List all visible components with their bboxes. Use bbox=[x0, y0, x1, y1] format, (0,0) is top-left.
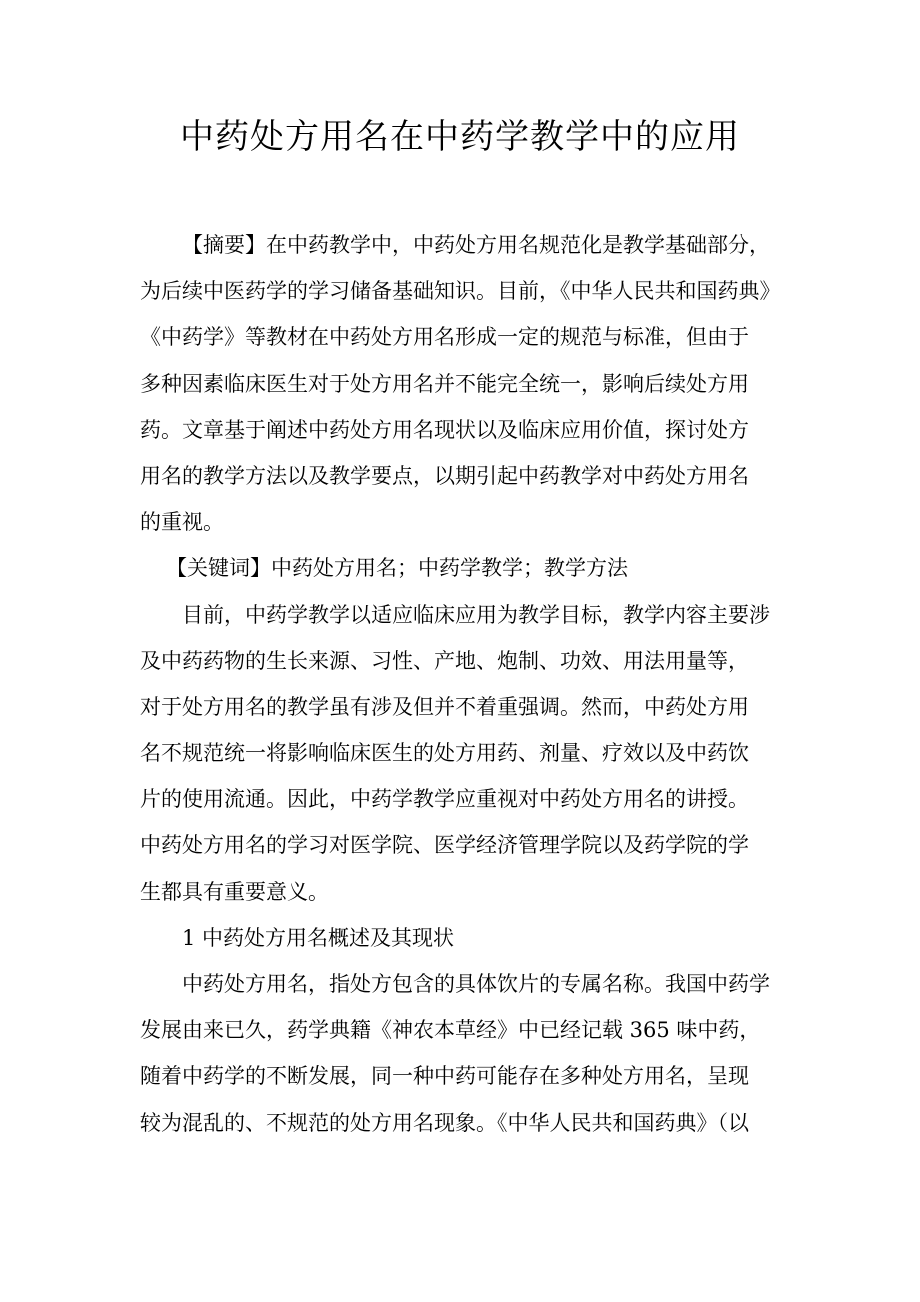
paragraph-line: 中药处方用名的学习对医学院、医学经济管理学院以及药学院的学 bbox=[140, 833, 749, 858]
abstract-line-4: 多种因素临床医生对于处方用名并不能完全统一，影响后续处方用 bbox=[140, 371, 749, 396]
paragraph-line: 目前，中药学教学以适应临床应用为教学目标，教学内容主要涉 bbox=[182, 602, 770, 627]
paragraph-line: 较为混乱的、不规范的处方用名现象。《中华人民共和国药典》（以 bbox=[140, 1110, 749, 1135]
paragraph-line: 发展由来已久，药学典籍《神农本草经》中已经记载 365 味中药， bbox=[140, 1018, 761, 1043]
abstract-line-7: 的重视。 bbox=[140, 510, 224, 535]
abstract-line-2: 为后续中医药学的学习储备基础知识。目前，《中华人民共和国药典》 bbox=[140, 279, 781, 304]
paragraph-line: 随着中药学的不断发展，同一种中药可能存在多种处方用名，呈现 bbox=[140, 1064, 749, 1089]
abstract-line-5: 药。文章基于阐述中药处方用名现状以及临床应用价值，探讨处方 bbox=[140, 417, 749, 442]
section-heading: 1 中药处方用名概述及其现状 bbox=[182, 925, 455, 950]
paragraph-line: 对于处方用名的教学虽有涉及但并不着重强调。然而，中药处方用 bbox=[140, 694, 749, 719]
abstract-line-6: 用名的教学方法以及教学要点，以期引起中药教学对中药处方用名 bbox=[140, 463, 749, 488]
abstract-line-3: 《中药学》等教材在中药处方用名形成一定的规范与标准，但由于 bbox=[140, 325, 749, 350]
document-title: 中药处方用名在中药学教学中的应用 bbox=[180, 117, 740, 157]
paragraph-line: 片的使用流通。因此，中药学教学应重视对中药处方用名的讲授。 bbox=[140, 787, 749, 812]
paragraph-line: 名不规范统一将影响临床医生的处方用药、剂量、疗效以及中药饮 bbox=[140, 741, 749, 766]
paragraph-line: 生都具有重要意义。 bbox=[140, 879, 329, 904]
document-body bbox=[140, 222, 800, 1146]
paragraph-line: 及中药药物的生长来源、习性、产地、炮制、功效、用法用量等， bbox=[140, 648, 749, 673]
paragraph-line: 中药处方用名，指处方包含的具体饮片的专属名称。我国中药学 bbox=[182, 972, 770, 996]
keywords-line: 【关键词】中药处方用名；中药学教学；教学方法 bbox=[166, 556, 628, 581]
abstract-line-1: 【摘要】在中药教学中，中药处方用名规范化是教学基础部分， bbox=[182, 233, 770, 257]
